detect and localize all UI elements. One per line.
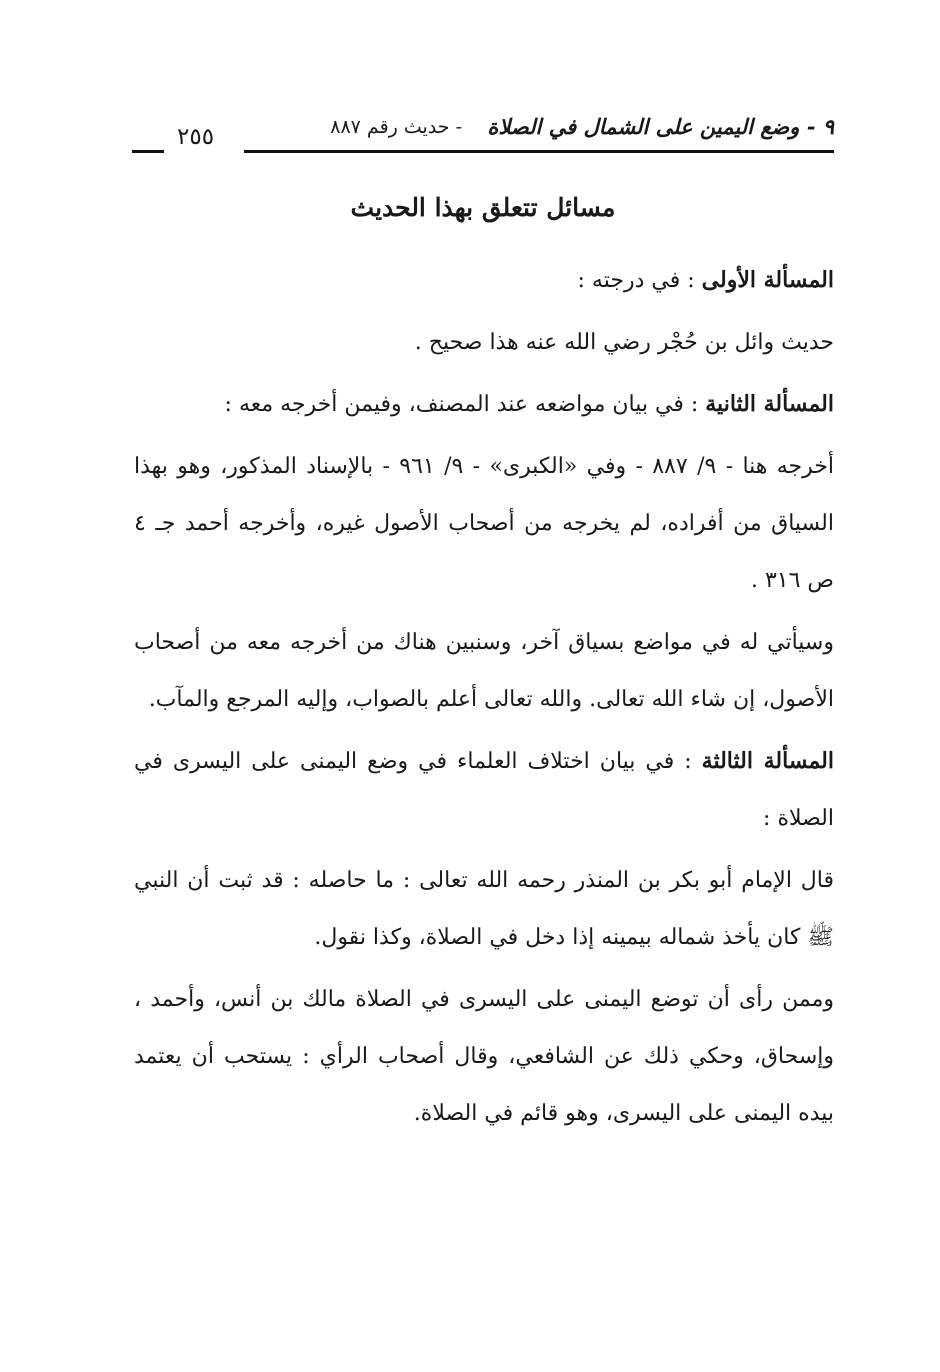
paragraph-text: قال الإمام أبو بكر بن المنذر رحمه الله تعالى : ما حاصله : قد ثبت أن النبي ﷺ كان يأخذ شماله بيمينه إذا دخل في الصلاة، وكذا نقول. [134, 868, 834, 950]
paragraph [134, 971, 834, 1142]
chapter-title: ٩ - وضع اليمين على الشمال في الصلاة [487, 114, 834, 139]
issue-heading: المسألة الثالثة [701, 748, 834, 774]
issue-heading: المسألة الثانية [705, 391, 834, 417]
header-rule [244, 150, 834, 153]
section-title: مسائل تتعلق بهذا الحديث [350, 193, 616, 222]
paragraph-text: وسيأتي له في مواضع بسياق آخر، وسنبين هناك من أخرجه معه من أصحاب الأصول، إن شاء الله تعالى. والله تعالى أعلم بالصواب، وإليه المرجع والمآب. [134, 630, 834, 712]
paragraph [134, 614, 834, 728]
paragraph [134, 733, 834, 847]
hadith-reference: - حديث رقم ٨٨٧ [330, 116, 462, 138]
paragraph [134, 852, 834, 966]
paragraph [134, 438, 834, 609]
page-number-dash [132, 150, 164, 153]
page-number: ٢٥٥ [177, 124, 215, 150]
paragraph-text: : في بيان اختلاف العلماء في وضع اليمنى على اليسرى في الصلاة : [134, 749, 834, 831]
paragraph-text: : في درجته : [577, 268, 695, 293]
paragraph-text: أخرجه هنا - ٩/ ٨٨٧ - وفي «الكبرى» - ٩/ ٩٦١ - بالإسناد المذكور، وهو بهذا السياق من أفراده، لم يخرجه من أصحاب الأصول غيره، وأخرجه أحمد جـ ٤ ص ٣١٦ . [134, 454, 835, 593]
paragraph-text: : في بيان مواضعه عند المصنف، وفيمن أخرجه معه : [224, 392, 699, 417]
paragraph [134, 376, 834, 433]
paragraph-text: حديث وائل بن حُجْر رضي الله عنه هذا صحيح . [414, 330, 834, 355]
paragraph [134, 314, 834, 371]
issue-heading: المسألة الأولى [701, 267, 834, 293]
body-text [134, 252, 834, 1147]
running-header [132, 112, 834, 156]
paragraph [134, 252, 834, 309]
paragraph-text: وممن رأى أن توضع اليمنى على اليسرى في الصلاة مالك بن أنس، وأحمد ، وإسحاق، وحكي ذلك عن الشافعي، وقال أصحاب الرأي : يستحب أن يعتمد بيده اليمنى على اليسرى، وهو قائم في الصلاة. [134, 987, 834, 1126]
